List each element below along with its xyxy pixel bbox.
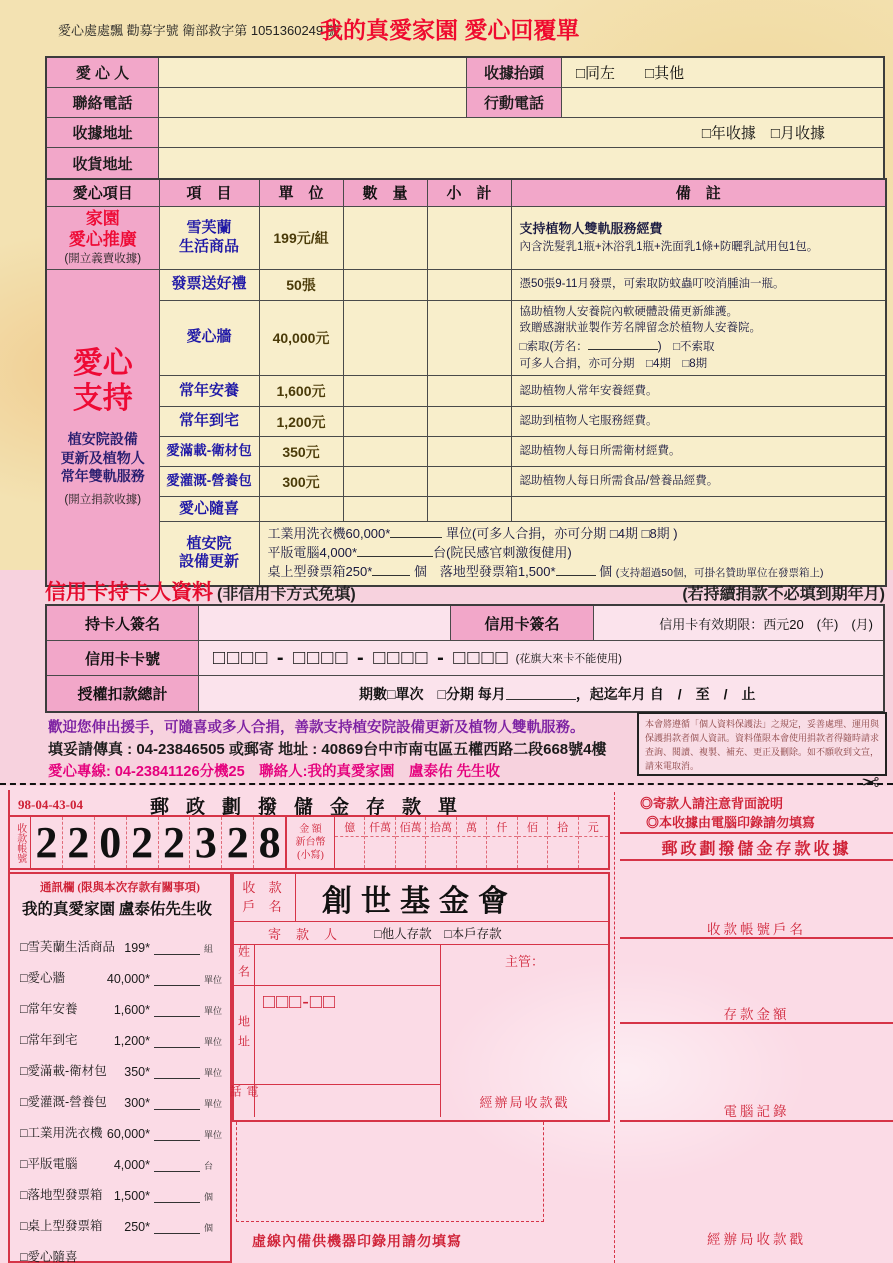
qty-medical-pack[interactable] bbox=[343, 437, 427, 467]
account-digit: 2 bbox=[159, 817, 191, 868]
cc-row-authorization bbox=[47, 676, 883, 711]
qty-home-visit[interactable] bbox=[343, 407, 427, 437]
hotline-line: 愛心專線: 04-23841126分機25 聯絡人:我的真愛家園 盧泰佑 先生收 bbox=[48, 764, 501, 780]
mobile-phone-field[interactable] bbox=[562, 88, 883, 117]
account-digit: 3 bbox=[190, 817, 222, 868]
note-annual-care: 認助植物人常年安養經費。 bbox=[511, 376, 886, 407]
unit-invoice-gift: 50張 bbox=[259, 269, 343, 300]
note-home-visit: 認助到植物人宅服務經費。 bbox=[511, 407, 886, 437]
supervisor-label: 主管： bbox=[505, 954, 545, 969]
header-note: 備 註 bbox=[511, 179, 886, 206]
amount-unit: 拾萬 bbox=[426, 817, 455, 837]
note-free-donation bbox=[511, 497, 886, 522]
header-qty: 數 量 bbox=[343, 179, 427, 206]
qty-invoice-gift[interactable] bbox=[343, 269, 427, 300]
item-home-visit: 常年到宅 bbox=[159, 407, 259, 437]
card-number-boxes[interactable]: □□□□ - □□□□ - □□□□ - □□□□ bbox=[213, 646, 510, 669]
page-title: 我的真愛家園 愛心回覆單 bbox=[320, 17, 580, 43]
note-invoice-gift: 憑50張9-11月發票，可索取防蚊蟲叮咬消腫油一瓶。 bbox=[511, 269, 886, 300]
unit-home-visit: 1,200元 bbox=[259, 407, 343, 437]
subtotal-love-wall[interactable] bbox=[427, 300, 511, 376]
machine-print-note: 虛線內備供機器印錄用請勿填寫 bbox=[252, 1235, 462, 1250]
card-number-field[interactable] bbox=[199, 641, 883, 675]
note-love-wall: 協助植物人安養院內軟硬體設備更新維護。 致贈感謝狀並製作芳名牌留念於植物人安養院。 □索取(芳名： ) □不索取 可多人合捐，亦可分期 □4期 □8期 bbox=[511, 300, 886, 376]
note-nutrition-pack: 認助植物人每日所需食品/營養品經費。 bbox=[511, 467, 886, 497]
unit-nutrition-pack: 300元 bbox=[259, 467, 343, 497]
receipt-amount-label: 存款金額 bbox=[723, 1007, 790, 1022]
receipt-computer-record-label: 電腦記錄 bbox=[723, 1104, 790, 1119]
payer-phone-row bbox=[228, 1085, 440, 1117]
payer-details bbox=[228, 945, 608, 1117]
receipt-note-2: ◎本收據由電腦印錄請勿填寫 bbox=[646, 815, 816, 830]
card-number-label: 信用卡卡號 bbox=[47, 641, 199, 675]
amount-unit: 拾 bbox=[548, 817, 577, 837]
row-free-donation bbox=[46, 497, 886, 522]
qty-nutrition-pack[interactable] bbox=[343, 467, 427, 497]
delivery-address-field[interactable] bbox=[159, 148, 883, 178]
item-love-wall: 愛心牆 bbox=[159, 300, 259, 376]
receipt-address-checkboxes[interactable]: □年收據 □月收據 bbox=[701, 125, 825, 142]
payer-fields bbox=[228, 945, 440, 1117]
receipt-rule bbox=[620, 1120, 893, 1122]
row-invoice-gift bbox=[46, 269, 886, 300]
items-header-row bbox=[46, 179, 886, 206]
row-phone bbox=[47, 88, 883, 118]
receipt-title: 郵政劃撥儲金存款收據 bbox=[661, 841, 852, 858]
credit-card-table bbox=[45, 604, 885, 713]
amount-unit: 佰萬 bbox=[396, 817, 425, 837]
amount-unit: 億 bbox=[335, 817, 364, 837]
slip-item[interactable]: □愛心牆 40,000* 單位 bbox=[20, 971, 223, 986]
payer-address-field[interactable] bbox=[255, 986, 440, 1084]
subtotal-medical-pack[interactable] bbox=[427, 437, 511, 467]
slip-item[interactable]: □工業用洗衣機 60,000* 單位 bbox=[20, 1126, 223, 1141]
authorization-terms[interactable]: 期數□單次 □分期 每月 ，起迄年月 自 / 至 / 止 bbox=[359, 685, 756, 702]
postal-code-boxes[interactable]: □□□-□□ bbox=[263, 991, 337, 1013]
row-home-visit bbox=[46, 407, 886, 437]
item-free-donation: 愛心隨喜 bbox=[159, 497, 259, 522]
mobile-phone-label: 行動電話 bbox=[467, 88, 562, 117]
row-delivery-address bbox=[47, 148, 883, 178]
delivery-address-label: 收貨地址 bbox=[47, 148, 159, 178]
account-number-digits bbox=[31, 817, 287, 868]
receipt-title-checkboxes[interactable]: □同左 □其他 bbox=[576, 65, 685, 82]
payer-name-row bbox=[234, 945, 440, 986]
account-number-label: 收款帳號 bbox=[10, 817, 31, 868]
cc-row-signature bbox=[47, 606, 883, 641]
receipt-rule bbox=[620, 1022, 893, 1024]
slip-item[interactable]: □雪芙蘭生活商品 199* 組 bbox=[20, 940, 214, 955]
qty-annual-care[interactable] bbox=[343, 376, 427, 407]
payer-name-field[interactable] bbox=[255, 945, 440, 985]
cc-title-note: (非信用卡方式免填) bbox=[217, 586, 356, 603]
row-receipt-address bbox=[47, 118, 883, 148]
qty-savlon[interactable] bbox=[343, 206, 427, 269]
cc-title: 信用卡持卡人資料 bbox=[45, 581, 213, 604]
payer-form bbox=[228, 872, 610, 1122]
holder-signature-label: 持卡人簽名 bbox=[47, 606, 199, 640]
receipt-title-label: 收據抬頭 bbox=[467, 58, 562, 87]
subtotal-invoice-gift[interactable] bbox=[427, 269, 511, 300]
account-digit: 2 bbox=[31, 817, 63, 868]
payer-address-row bbox=[234, 986, 440, 1085]
item-equipment: 植安院 設備更新 bbox=[159, 522, 259, 586]
amount-unit: 佰 bbox=[518, 817, 547, 837]
slip-item[interactable]: □愛心隨喜 bbox=[20, 1240, 224, 1263]
amount-grid[interactable] bbox=[335, 817, 608, 868]
slip-item[interactable]: □桌上型發票箱 250* 個 bbox=[20, 1219, 214, 1234]
card-expiry[interactable]: 信用卡有效期限：西元20 (年) (月) bbox=[659, 616, 873, 632]
row-medical-pack bbox=[46, 437, 886, 467]
amount-unit: 仟 bbox=[487, 817, 516, 837]
subtotal-annual-care[interactable] bbox=[427, 376, 511, 407]
group-promo: 家園 愛心推廣 (開立義賣收據) bbox=[46, 206, 159, 269]
header-unit: 單 位 bbox=[259, 179, 343, 206]
qty-free-donation[interactable] bbox=[343, 497, 427, 522]
receipt-rule bbox=[620, 937, 893, 939]
holder-signature-field[interactable] bbox=[199, 606, 451, 640]
receipt-note-1: ◎寄款人請注意背面說明 bbox=[640, 796, 784, 811]
header-category: 愛心項目 bbox=[46, 179, 159, 206]
donor-label: 愛 心 人 bbox=[47, 58, 159, 87]
subtotal-nutrition-pack[interactable] bbox=[427, 467, 511, 497]
qty-love-wall[interactable] bbox=[343, 300, 427, 376]
row-donor bbox=[47, 58, 883, 88]
payee-row bbox=[234, 874, 608, 922]
payer-band bbox=[234, 922, 608, 945]
contact-phone-field[interactable] bbox=[159, 88, 467, 117]
row-love-wall bbox=[46, 300, 886, 376]
unit-savlon: 199元/組 bbox=[259, 206, 343, 269]
authorization-total-label: 授權扣款總計 bbox=[47, 676, 199, 711]
amount-label: 金 額 新台幣 (小寫) bbox=[287, 817, 335, 868]
slip-title: 郵政劃撥儲金存款單 bbox=[150, 797, 475, 818]
subtotal-free-donation[interactable] bbox=[427, 497, 511, 522]
machine-print-area bbox=[236, 1122, 544, 1222]
scissors-icon: ✂ bbox=[860, 770, 879, 795]
love-wall-installment-option[interactable]: 可多人合捐，亦可分期 □4期 □8期 bbox=[519, 357, 708, 370]
receipt-rule bbox=[620, 859, 893, 861]
cc-row-number bbox=[47, 641, 883, 676]
group-support: 愛心 支持 植安院設備 更新及植物人 常年雙軌服務 (開立捐款收據) bbox=[46, 269, 159, 586]
account-digit: 2 bbox=[127, 817, 159, 868]
donation-checkbox-list bbox=[20, 930, 224, 1263]
slip-item[interactable]: □平版電腦 4,000* 台 bbox=[20, 1157, 214, 1172]
privacy-notice: 本會將遵循「個人資料保護法」之規定，妥善處理、運用與保護捐款者個人資訊。資料僅限本會使用捐款者得隨時請求查詢、閱讀、複製、補充、更正及刪除。如不願收到文宣，請來電取消。 bbox=[637, 712, 887, 776]
payer-address-label: 地址 bbox=[234, 986, 255, 1084]
appeal-line: 歡迎您伸出援手，可隨喜或多人合捐，善款支持植安院設備更新及植物人雙軌服務。 bbox=[48, 720, 585, 736]
account-digit: 8 bbox=[258, 818, 281, 867]
row-nutrition-pack bbox=[46, 467, 886, 497]
credit-card-section-title bbox=[45, 576, 885, 606]
unit-medical-pack: 350元 bbox=[259, 437, 343, 467]
card-signature-label: 信用卡簽名 bbox=[451, 606, 594, 640]
donation-items-table bbox=[45, 178, 887, 587]
item-savlon: 雪芙蘭 生活商品 bbox=[159, 206, 259, 269]
communication-column bbox=[8, 872, 232, 1263]
subtotal-savlon[interactable] bbox=[427, 206, 511, 269]
payer-name-label: 姓名 bbox=[234, 945, 255, 985]
contact-phone-label: 聯絡電話 bbox=[47, 88, 159, 117]
slip-item[interactable]: □愛灌溉-營養包 300* 單位 bbox=[20, 1095, 223, 1110]
equipment-options[interactable]: 工業用洗衣機60,000* 單位(可多人合捐，亦可分期 □4期 □8期 ) 平版電腦4,000* 台(院民感官刺激復健用) 桌上型發票箱250* 個 落地型發票箱1,500* 個 (支持超過50個，可掛名贊助單位在發票箱上) bbox=[259, 522, 886, 586]
communication-recipient: 我的真愛家園 盧泰佑先生收 bbox=[22, 901, 212, 918]
unit-annual-care: 1,600元 bbox=[259, 376, 343, 407]
love-wall-name-option[interactable]: □索取(芳名： ) □不索取 bbox=[520, 337, 878, 356]
row-annual-care bbox=[46, 376, 886, 407]
amount-unit: 仟萬 bbox=[365, 817, 394, 837]
fax-address-line: 填妥請傳真 : 04-23846505 或郵寄 地址 : 40869台中市南屯區五權西路二段668號4樓 bbox=[48, 741, 607, 758]
card-number-note: (花旗大來卡不能使用) bbox=[515, 653, 622, 665]
item-nutrition-pack: 愛灌溉-營養包 bbox=[159, 467, 259, 497]
amount-unit: 萬 bbox=[457, 817, 486, 837]
slip-form-number: 98-04-43-04 bbox=[18, 797, 83, 812]
account-digit: 0 bbox=[95, 817, 127, 868]
receipt-stamp-label: 經辦局收款戳 bbox=[707, 1232, 806, 1247]
payer-phone-field[interactable] bbox=[255, 1085, 440, 1117]
slip-item[interactable]: □常年安養 1,600* 單位 bbox=[20, 1002, 223, 1017]
receipt-address-label: 收據地址 bbox=[47, 118, 159, 147]
receipt-rule bbox=[620, 832, 893, 834]
slip-item[interactable]: □落地型發票箱 1,500* 個 bbox=[20, 1188, 214, 1203]
slip-item[interactable]: □愛滿載-衛材包 350* 單位 bbox=[20, 1064, 223, 1079]
registration-line: 愛心處處飄 勸募字號 衛部救字第 1051360249 號 bbox=[58, 23, 340, 38]
payee-name-label: 收 款 戶 名 bbox=[234, 874, 296, 921]
donor-name-field[interactable] bbox=[159, 58, 467, 87]
account-digit: 2 bbox=[63, 817, 95, 868]
cc-title-right-note: (若持續捐款不必填到期年月) bbox=[682, 586, 885, 603]
account-number-box bbox=[8, 815, 610, 870]
payer-label: 寄款人 bbox=[268, 926, 353, 942]
slip-item[interactable]: □常年到宅 1,200* 單位 bbox=[20, 1033, 223, 1048]
payer-phone-label: 電話 bbox=[234, 1085, 255, 1117]
account-digit: 2 bbox=[222, 817, 254, 868]
slip-receipt-divider bbox=[614, 792, 615, 1263]
unit-love-wall: 40,000元 bbox=[259, 300, 343, 376]
item-medical-pack: 愛滿載-衛材包 bbox=[159, 437, 259, 467]
payer-account-checkboxes[interactable]: □他人存款 □本戶存款 bbox=[374, 927, 502, 941]
item-invoice-gift: 發票送好禮 bbox=[159, 269, 259, 300]
office-stamp-area bbox=[440, 945, 608, 1117]
communication-header: 通訊欄 (限與本次存款有關事項) bbox=[39, 882, 201, 894]
subtotal-home-visit[interactable] bbox=[427, 407, 511, 437]
header-subtotal: 小 計 bbox=[427, 179, 511, 206]
item-annual-care: 常年安養 bbox=[159, 376, 259, 407]
stamp-label: 經辦局收款戳 bbox=[479, 1095, 570, 1110]
row-savlon bbox=[46, 206, 886, 269]
note-savlon: 支持植物人雙軌服務經費 內含洗髮乳1瓶+沐浴乳1瓶+洗面乳1條+防曬乳試用包1包。 bbox=[511, 206, 886, 269]
payee-name-value: 創世基金會 bbox=[322, 884, 517, 918]
donor-info-table bbox=[45, 56, 885, 180]
note-medical-pack: 認助植物人每日所需衛材經費。 bbox=[511, 437, 886, 467]
unit-free-donation[interactable] bbox=[259, 497, 343, 522]
header-item: 項 目 bbox=[159, 179, 259, 206]
receipt-payee-name-label: 收款帳號戶名 bbox=[707, 922, 806, 937]
amount-unit: 元 bbox=[579, 817, 608, 837]
